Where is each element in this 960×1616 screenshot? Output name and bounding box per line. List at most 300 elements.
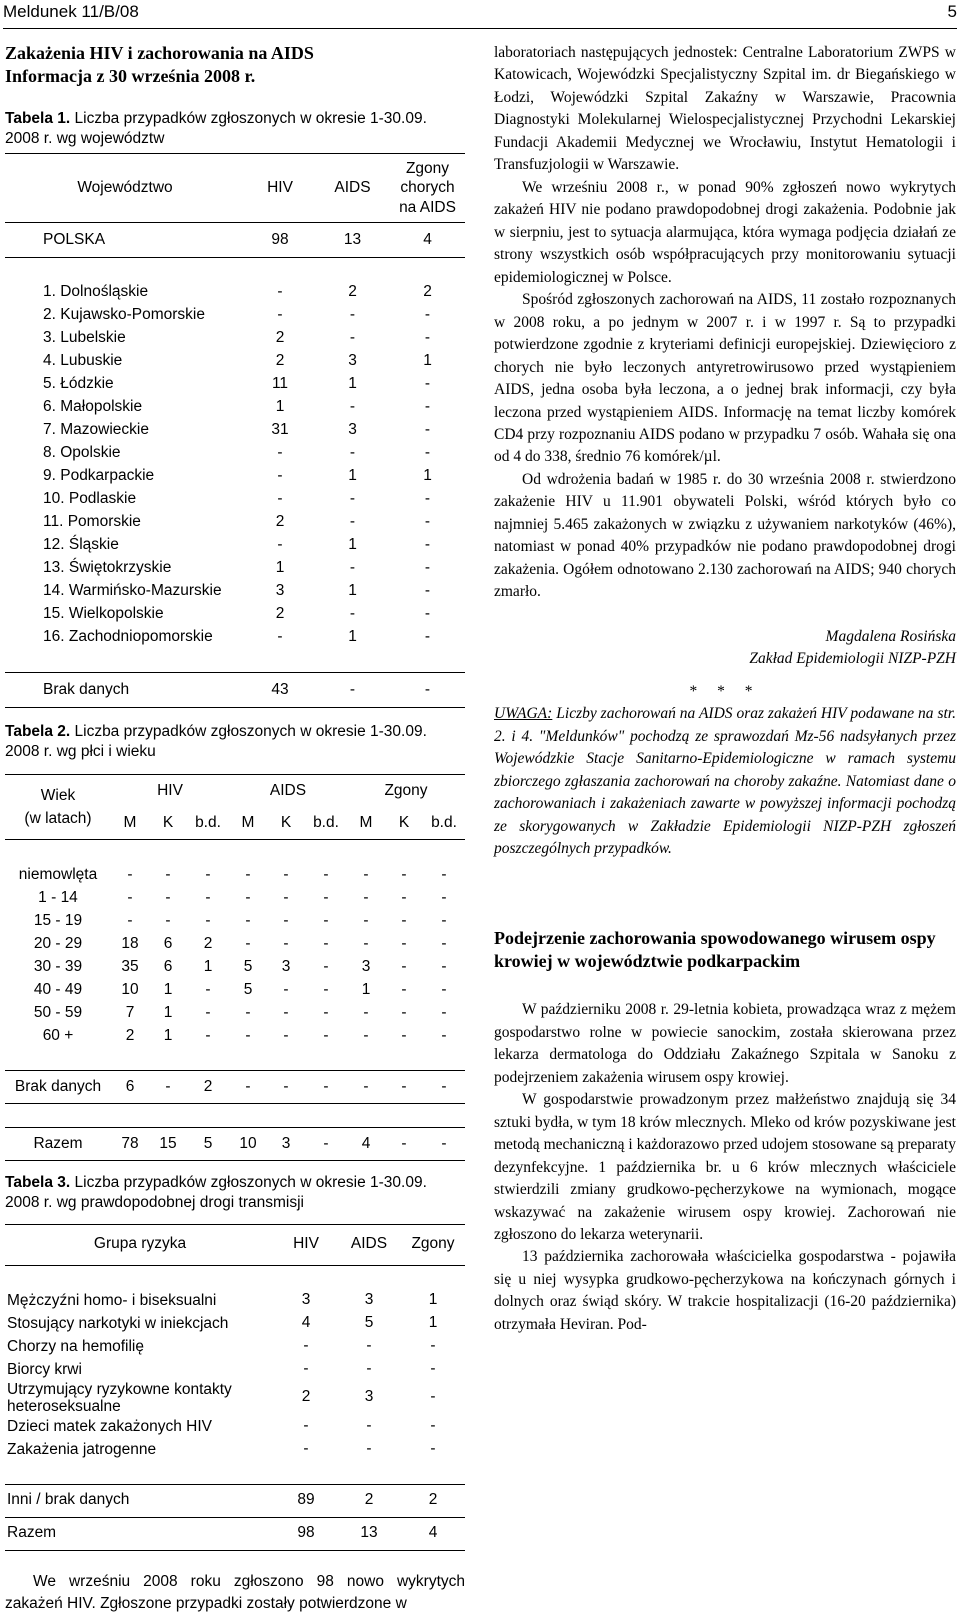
table1-header-row (5, 154, 465, 223)
table2-value-cell: 3 (281, 957, 291, 975)
table2-value-cell: 18 (121, 934, 139, 952)
table2-value-cell: 6 (111, 1071, 149, 1104)
table2-subheader: b.d. (187, 807, 229, 840)
table2-age-cell: 30 - 39 (33, 957, 83, 975)
table2-value-cell: - (127, 888, 133, 906)
note (494, 703, 956, 860)
table1-header-aids: AIDS (315, 154, 390, 223)
right-column (494, 42, 956, 1336)
report-title-line: Zakażenia HIV i zachorowania na AIDS (5, 43, 314, 63)
table1-region-name: 8. Opolskie (43, 444, 121, 462)
table3-group-cell: Stosujący narkotyki w iniekcjach (7, 1314, 229, 1332)
table2-value-cell: - (323, 957, 329, 975)
paragraph-transmission: We wrześniu 2008 r., w ponad 90% zgłoszeń nowo wykrytych zakażeń HIV nie podano prawdopodobnej drogi zakażenia. Podobnie jak w sierpniu, jest to sytuacja alarmująca, która wymaga podjęcia działań ze strony wszystkich osób współpracujących przy monitorowaniu sytuacji epidemiologicznej w Polsce. (494, 178, 956, 286)
table2-value-cell: - (401, 865, 407, 883)
table2-value-cell: 1 (361, 980, 371, 998)
table1-deaths-cell: 2 (423, 283, 432, 301)
table3-row (5, 1358, 465, 1381)
signature-org: Zakład Epidemiologii NIZP-PZH (749, 650, 956, 668)
table2-value-cell: - (401, 980, 407, 998)
table2-subheader: M (111, 807, 149, 840)
table1-gap (5, 258, 465, 282)
table1-deaths-cell: 1 (423, 352, 432, 370)
table2-value-cell: - (385, 1071, 423, 1104)
issue-label: Meldunek 11/B/08 (3, 2, 139, 21)
table2-age-cell: 60 + (42, 1026, 74, 1044)
table1-poland-name: POLSKA (5, 223, 245, 258)
table2-value-cell: - (423, 1071, 465, 1104)
table2-subheader: b.d. (305, 807, 347, 840)
table1-aids-cell: - (349, 605, 356, 623)
table3-hiv-cell: 3 (301, 1290, 311, 1308)
table3-group-cell: Chorzy na hemofilię (7, 1337, 144, 1355)
table2-value-cell: - (305, 1128, 347, 1161)
table2-value-cell: - (401, 1026, 407, 1044)
table1-hiv-cell: - (277, 444, 283, 462)
table3-deaths-cell: - (430, 1388, 436, 1406)
table3-row (5, 1312, 465, 1335)
table2-value-cell: - (127, 865, 133, 883)
table3-hiv-cell: - (303, 1416, 309, 1434)
table1-hiv-cell: - (277, 628, 283, 646)
table3-deaths-cell: - (430, 1439, 436, 1457)
table3-other-deaths: 2 (401, 1484, 465, 1517)
table1-row (5, 350, 465, 373)
table1-aids-cell: - (349, 444, 356, 462)
table2-value-cell: - (347, 1071, 385, 1104)
table2-value-cell: - (165, 865, 171, 883)
table2-header-age (5, 775, 111, 840)
table2-value-cell: - (283, 980, 289, 998)
table2-value-cell: 6 (163, 957, 173, 975)
table2-value-cell: - (323, 888, 329, 906)
table3-aids-cell: 3 (364, 1290, 374, 1308)
table2-value-cell: 10 (121, 980, 139, 998)
table2-value-cell: - (229, 1071, 267, 1104)
table1-hiv-cell: 2 (275, 329, 285, 347)
table1-nodata-aids: - (315, 673, 390, 708)
table2-value-cell: - (245, 934, 251, 952)
table2-value-cell: 1 (163, 980, 173, 998)
table2-subheader: M (229, 807, 267, 840)
table1-deaths-cell: - (424, 513, 431, 531)
table1-row-poland (5, 223, 465, 258)
table1-region-name: 7. Mazowieckie (43, 421, 149, 439)
table3-caption (5, 1173, 465, 1213)
table1-deaths-cell: - (424, 398, 431, 416)
table3-aids-cell: 5 (364, 1313, 374, 1331)
table2-value-cell: 15 (149, 1128, 187, 1161)
table2-subheader: M (347, 807, 385, 840)
table1-header-deaths-l3: na AIDS (399, 198, 456, 216)
table2-value-cell: - (283, 865, 289, 883)
table1-hiv-cell: 11 (271, 375, 289, 393)
table2-value-cell: - (205, 1026, 211, 1044)
table1-aids-cell: - (349, 513, 356, 531)
table1-hiv-cell: - (277, 306, 283, 324)
table3-hiv-cell: 4 (301, 1313, 311, 1331)
table1-deaths-cell: - (424, 559, 431, 577)
table1-deaths-cell: 1 (423, 467, 432, 485)
table2 (5, 774, 465, 1161)
table1-row (5, 327, 465, 350)
table1-hiv-cell: 2 (275, 352, 285, 370)
table2-value-cell: 2 (125, 1026, 135, 1044)
table2-value-cell: - (205, 980, 211, 998)
table2-subheader: K (385, 807, 423, 840)
table1-region-name: 16. Zachodniopomorskie (43, 628, 213, 646)
table2-value-cell: - (283, 1003, 289, 1021)
table2-value-cell: - (401, 957, 407, 975)
table2-header-aids: AIDS (229, 775, 347, 808)
table2-row-total (5, 1128, 465, 1161)
table1-aids-cell: 1 (348, 582, 357, 600)
table3-aids-cell: - (366, 1439, 372, 1457)
report-title (5, 42, 465, 89)
table3-deaths-cell: 1 (428, 1290, 438, 1308)
table1-aids-cell: 1 (348, 628, 357, 646)
table3-total-hiv: 98 (275, 1517, 337, 1550)
table1-deaths-cell: - (424, 444, 431, 462)
table1-row (5, 396, 465, 419)
table2-value-cell: - (305, 1071, 347, 1104)
table2-row (5, 1001, 465, 1024)
table1-row (5, 304, 465, 327)
table2-value-cell: 5 (243, 980, 253, 998)
article-paragraph-3: 13 października zachorowała właścicielka gospodarstwa - pojawiła się u niej wysypka grudkowo-pęcherzykowa na kończynach górnych i dolnych oraz świąd skóry. W trakcie hospitalizacji (16-20 października) otrzymała Heviran. Pod- (494, 1248, 956, 1333)
table2-value-cell: - (165, 888, 171, 906)
table1-deaths-cell: - (424, 375, 431, 393)
table2-age-cell: Razem (5, 1128, 111, 1161)
table3-header-hiv: HIV (275, 1224, 337, 1265)
table2-gap (5, 1047, 465, 1071)
table3-total-group: Razem (5, 1517, 275, 1550)
table2-age-cell: niemowlęta (18, 865, 98, 883)
article-title: Podejrzenie zachorowania spowodowanego wirusem ospy krowiej w województwie podkarpackim (494, 927, 936, 971)
table2-value-cell: - (441, 980, 447, 998)
table3-deaths-cell: 1 (428, 1313, 438, 1331)
table1-hiv-cell: - (277, 536, 283, 554)
table2-value-cell: - (401, 1003, 407, 1021)
table1-row (5, 534, 465, 557)
table2-value-cell: - (323, 934, 329, 952)
table2-value-cell: 6 (163, 934, 173, 952)
table2-value-cell: 5 (187, 1128, 229, 1161)
paragraph-aids-cases: Spośród zgłoszonych zachorowań na AIDS, 11 zostało rozpoznanych w 2008 roku, a po jednym w 2007 r. i w 1997 r. Są to przypadki potwierdzone zgodnie z kryteriami definicji europejskiej. Dziewięcioro z chorych nie było leczonych antyretrowirusowo przed wystąpieniem AIDS, jedna osoba była leczona, a o jednej brak informacji, czy była leczona przed wystąpieniem AIDS. Informację na temat liczby komórek CD4 przy rozpoznaniu AIDS podano w przypadku 7 osób. Wahała się ona od 4 do 338, średnio 76 komórek/µl. (494, 291, 956, 466)
table2-age-cell: 1 - 14 (38, 888, 78, 906)
table2-value-cell: - (441, 888, 447, 906)
table1-deaths-cell: - (424, 329, 431, 347)
table2-row (5, 932, 465, 955)
table2-value-cell: - (283, 1026, 289, 1044)
table3-row (5, 1415, 465, 1438)
table2-value-cell: 1 (203, 957, 213, 975)
table3-deaths-cell: - (430, 1336, 436, 1354)
table2-value-cell: 1 (163, 1003, 173, 1021)
table3-aids-cell: - (366, 1336, 372, 1354)
table2-value-cell: - (441, 911, 447, 929)
table3-hiv-cell: - (303, 1336, 309, 1354)
table2-value-cell: - (401, 934, 407, 952)
table1-aids-cell: - (349, 398, 356, 416)
table1-region-name: 1. Dolnośląskie (43, 283, 149, 301)
table1-region-name: 15. Wielkopolskie (43, 605, 164, 623)
table2-value-cell: - (205, 1003, 211, 1021)
table3-gap (5, 1461, 465, 1485)
table2-value-cell: - (363, 865, 369, 883)
table2-value-cell: - (423, 1128, 465, 1161)
table2-label: Tabela 2. (5, 723, 71, 741)
table1-row (5, 511, 465, 534)
paragraph-cumulative: Od wdrożenia badań w 1985 r. do 30 września 2008 r. stwierdzono zakażenie HIV u 11.901 obywateli Polski, wśród których było co najmniej 5.465 zakażonych w związku z używaniem narkotyków (46%), natomiast w ponad 40% przypadków nie podano prawdopodobnej drogi zakażenia. Ogółem odnotowano 2.130 zachorowań na AIDS; 940 chorych zmarło. (494, 470, 956, 601)
table2-value-cell: - (127, 911, 133, 929)
table1 (5, 153, 465, 708)
table1-row (5, 442, 465, 465)
table1-row (5, 373, 465, 396)
signature (494, 626, 956, 671)
table1-hiv-cell: 3 (275, 582, 285, 600)
table2-value-cell: - (245, 911, 251, 929)
table3-deaths-cell: - (430, 1416, 436, 1434)
table1-hiv-cell: - (277, 467, 283, 485)
table1-row (5, 557, 465, 580)
table2-row (5, 909, 465, 932)
table2-value-cell: - (323, 1003, 329, 1021)
table1-region-name: 13. Świętokrzyskie (43, 559, 172, 577)
table2-age-cell: Brak danych (5, 1071, 111, 1104)
table3-header-aids: AIDS (337, 1224, 401, 1265)
table1-region-name: 2. Kujawsko-Pomorskie (43, 306, 205, 324)
table3-group-cell: Zakażenia jatrogenne (7, 1440, 157, 1458)
table3-other-hiv: 89 (275, 1484, 337, 1517)
table2-value-cell: - (245, 888, 251, 906)
table2-value-cell: - (441, 934, 447, 952)
table1-aids-cell: - (349, 306, 356, 324)
table2-value-cell: - (245, 1003, 251, 1021)
table3-row-other (5, 1484, 465, 1517)
left-paragraph: We wrześniu 2008 roku zgłoszono 98 nowo wykrytych zakażeń HIV. Zgłoszone przypadki zostały potwierdzone w (5, 1572, 465, 1613)
table1-deaths-cell: - (424, 306, 431, 324)
article-paragraph-1: W październiku 2008 r. 29-letnia kobieta, prowadząca wraz z mężem gospodarstwo rolne w powiecie sanockim, została skierowana przez lekarza dermatologa do Oddziału Zakaźnego Szpitala w Sanoku z podejrzeniem zakażenia wirusem ospy krowiej. (494, 1001, 956, 1086)
table2-value-cell: 35 (121, 957, 139, 975)
table1-nodata-name: Brak danych (5, 673, 245, 708)
signature-name: Magdalena Rosińska (825, 627, 956, 645)
table1-region-name: 9. Podkarpackie (43, 467, 155, 485)
table2-value-cell: - (363, 934, 369, 952)
table2-age-cell: 40 - 49 (33, 980, 83, 998)
table1-row (5, 580, 465, 603)
table1-aids-cell: 3 (348, 352, 357, 370)
table2-value-cell: - (363, 1026, 369, 1044)
table2-value-cell: - (441, 1026, 447, 1044)
table2-value-cell: 4 (347, 1128, 385, 1161)
table1-region-name: 5. Łódzkie (43, 375, 114, 393)
table1-hiv-cell: - (277, 283, 283, 301)
table3-row-total (5, 1517, 465, 1550)
article-paragraph-2: W gospodarstwie prowadzonym przez małżeństwo znajdują się 34 sztuki bydła, w tym 18 krów mlecznych. Mleko od krów pozyskiwane jest metodą mechaniczną i każdorazowo przed udojem stosowane są preparaty dezynfekcyjne. 1 października br. u 6 krów mlecznych właściciele stwierdzili zmiany grudkowo-pęcherzykowe na wymionach, mogące wskazywać na zakażenie wirusem ospy krowiej. Zachorowań nie zgłoszono do lekarza weterynarii. (494, 1091, 956, 1243)
table3-aids-cell: - (366, 1416, 372, 1434)
table2-value-cell: 3 (361, 957, 371, 975)
table2-value-cell: 3 (267, 1128, 305, 1161)
table2-row (5, 955, 465, 978)
table2-value-cell: - (401, 888, 407, 906)
table2-header-age-l1: Wiek (40, 787, 76, 805)
table3-group-cell: Utrzymujący ryzykowne kontakty heteroseksualne (7, 1380, 232, 1415)
table1-nodata-deaths: - (390, 673, 465, 708)
table1-hiv-cell: 1 (275, 559, 285, 577)
table1-header-deaths (390, 154, 465, 223)
table1-hiv-cell: 2 (275, 605, 285, 623)
table2-value-cell: 7 (125, 1003, 135, 1021)
table2-value-cell: - (205, 865, 211, 883)
table3-total-deaths: 4 (401, 1517, 465, 1550)
table3-group-cell: Dzieci matek zakażonych HIV (7, 1417, 213, 1435)
table1-region-name: 11. Pomorskie (43, 513, 141, 531)
table2-value-cell: - (323, 865, 329, 883)
table1-aids-cell: 2 (348, 283, 357, 301)
table2-value-cell: 5 (243, 957, 253, 975)
table2-age-cell: 15 - 19 (33, 911, 83, 929)
table3-row (5, 1335, 465, 1358)
table3-hiv-cell: - (303, 1439, 309, 1457)
table1-hiv-cell: 31 (271, 421, 289, 439)
table2-subheader: b.d. (423, 807, 465, 840)
table3-row (5, 1438, 465, 1461)
table1-region-name: 10. Podlaskie (43, 490, 137, 508)
table1-label: Tabela 1. (5, 109, 71, 127)
table2-value-cell: - (385, 1128, 423, 1161)
table1-deaths-cell: - (424, 582, 431, 600)
table3-header-deaths: Zgony (401, 1224, 465, 1265)
table3-aids-cell: - (366, 1359, 372, 1377)
table2-age-cell: 50 - 59 (33, 1003, 83, 1021)
table2-header-hiv: HIV (111, 775, 229, 808)
table3 (5, 1224, 465, 1551)
table1-row (5, 488, 465, 511)
table1-nodata-hiv: 43 (245, 673, 315, 708)
table2-row-nodata (5, 1071, 465, 1104)
table1-aids-cell: - (349, 329, 356, 347)
table2-age-cell: 20 - 29 (33, 934, 83, 952)
table2-value-cell: - (283, 934, 289, 952)
table1-header-region: Województwo (5, 154, 245, 223)
table1-poland-hiv: 98 (245, 223, 315, 258)
table2-value-cell: - (149, 1071, 187, 1104)
section-separator: * * * (689, 682, 761, 700)
table3-hiv-cell: 2 (301, 1388, 311, 1406)
table2-value-cell: 2 (203, 934, 213, 952)
table2-row (5, 886, 465, 909)
table1-hiv-cell: 1 (275, 398, 285, 416)
table2-value-cell: - (283, 888, 289, 906)
table2-value-cell: 1 (163, 1026, 173, 1044)
table2-value-cell: - (323, 980, 329, 998)
table2-gap-cell (5, 840, 465, 864)
table2-value-cell: - (323, 1026, 329, 1044)
table2-subheader: K (267, 807, 305, 840)
table3-header-group: Grupa ryzyka (5, 1224, 275, 1265)
table1-deaths-cell: - (424, 605, 431, 623)
table1-row (5, 626, 465, 649)
table2-value-cell: - (441, 1003, 447, 1021)
note-text: Liczby zachorowań na AIDS oraz zakażeń HIV podawane na str. 2. i 4. "Meldunków" pochodzą ze sprawozdań Mz-56 nadsyłanych przez Wojewódzkie Stacje Sanitarno-Epidemiologiczne w ramach systemu zbiorczego zgłaszania zachorowań na choroby zakaźne. Natomiast dane o zachorowaniach i zakażeniach zawarte w powyższej informacji pochodzą ze skorygowanych w Zakładzie Epidemiologii NIZP-PZH zgłoszeń poszczególnych przypadków. (494, 705, 956, 858)
table1-aids-cell: 3 (348, 421, 357, 439)
table3-hiv-cell: - (303, 1359, 309, 1377)
running-header (3, 2, 957, 29)
table1-aids-cell: 1 (348, 375, 357, 393)
table1-header-hiv: HIV (245, 154, 315, 223)
table1-region-name: 6. Małopolskie (43, 398, 143, 416)
table2-value-cell: - (441, 865, 447, 883)
table1-aids-cell: - (349, 490, 356, 508)
paragraph-labs: laboratoriach następujących jednostek: Centralne Laboratorium ZWPS w Katowicach, Wojewódzki Specjalistyczny Szpital im. dr Biegańskiego w Łodzi, Wojewódzki Szpital Zakaźny w Warszawie, Pracownia Diagnostyki Molekularnej Wielospecjalistycznej Przychodni Lekarskiej Fundacji Akademii Medycznej we Wrocławiu, Instytut Hematologii i Transfuzjologii w Warszawie. (494, 44, 956, 174)
table1-poland-deaths: 4 (390, 223, 465, 258)
table1-gap (5, 649, 465, 673)
table3-other-group: Inni / brak danych (5, 1484, 275, 1517)
table2-value-cell: 78 (111, 1128, 149, 1161)
table1-deaths-cell: - (424, 628, 431, 646)
table2-value-cell: - (363, 888, 369, 906)
table2-value-cell: - (401, 911, 407, 929)
table2-value-cell: - (245, 865, 251, 883)
table3-aids-cell: 3 (364, 1388, 374, 1406)
table2-header-row1 (5, 775, 465, 808)
table1-deaths-cell: - (424, 490, 431, 508)
table2-value-cell: - (323, 911, 329, 929)
table2-body (5, 840, 465, 1048)
table2-value-cell: 2 (187, 1071, 229, 1104)
table3-group-cell: Mężczyźni homo- i biseksualni (7, 1291, 217, 1309)
table2-value-cell: - (165, 911, 171, 929)
table2-value-cell: - (205, 911, 211, 929)
table3-total-aids: 13 (337, 1517, 401, 1550)
table1-poland-aids: 13 (315, 223, 390, 258)
table1-region-name: 3. Lubelskie (43, 329, 126, 347)
table1-caption (5, 109, 465, 149)
table2-gap (5, 1104, 465, 1128)
table1-header-deaths-l2: chorych (400, 179, 455, 197)
table2-row (5, 863, 465, 886)
table1-caption-text: Liczba przypadków zgłoszonych w okresie 1-30.09. 2008 r. wg województw (5, 109, 427, 147)
table3-row (5, 1289, 465, 1312)
table1-row (5, 603, 465, 626)
table1-header-deaths-l1: Zgony (405, 160, 450, 177)
table1-hiv-cell: - (277, 490, 283, 508)
table2-value-cell: - (441, 957, 447, 975)
table2-value-cell: - (267, 1071, 305, 1104)
table3-row (5, 1381, 465, 1415)
table2-value-cell: - (245, 1026, 251, 1044)
table2-caption (5, 722, 465, 762)
table2-header-age-l2: (w latach) (24, 810, 92, 828)
table1-region-name: 12. Śląskie (43, 536, 119, 554)
table1-hiv-cell: 2 (275, 513, 285, 531)
table2-header-deaths: Zgony (347, 775, 465, 808)
table3-header-row (5, 1224, 465, 1265)
table1-deaths-cell: - (424, 421, 431, 439)
table1-body (5, 281, 465, 649)
table1-row (5, 419, 465, 442)
table1-aids-cell: 1 (348, 536, 357, 554)
table3-gap (5, 1265, 465, 1289)
table1-region-name: 4. Lubuskie (43, 352, 123, 370)
table3-caption-text: Liczba przypadków zgłoszonych w okresie 1-30.09. 2008 r. wg prawdopodobnej drogi transmisji (5, 1174, 427, 1212)
table2-value-cell: - (363, 1003, 369, 1021)
table2-value-cell: - (283, 911, 289, 929)
table1-row-nodata (5, 673, 465, 708)
table1-deaths-cell: - (424, 536, 431, 554)
table1-row (5, 281, 465, 304)
